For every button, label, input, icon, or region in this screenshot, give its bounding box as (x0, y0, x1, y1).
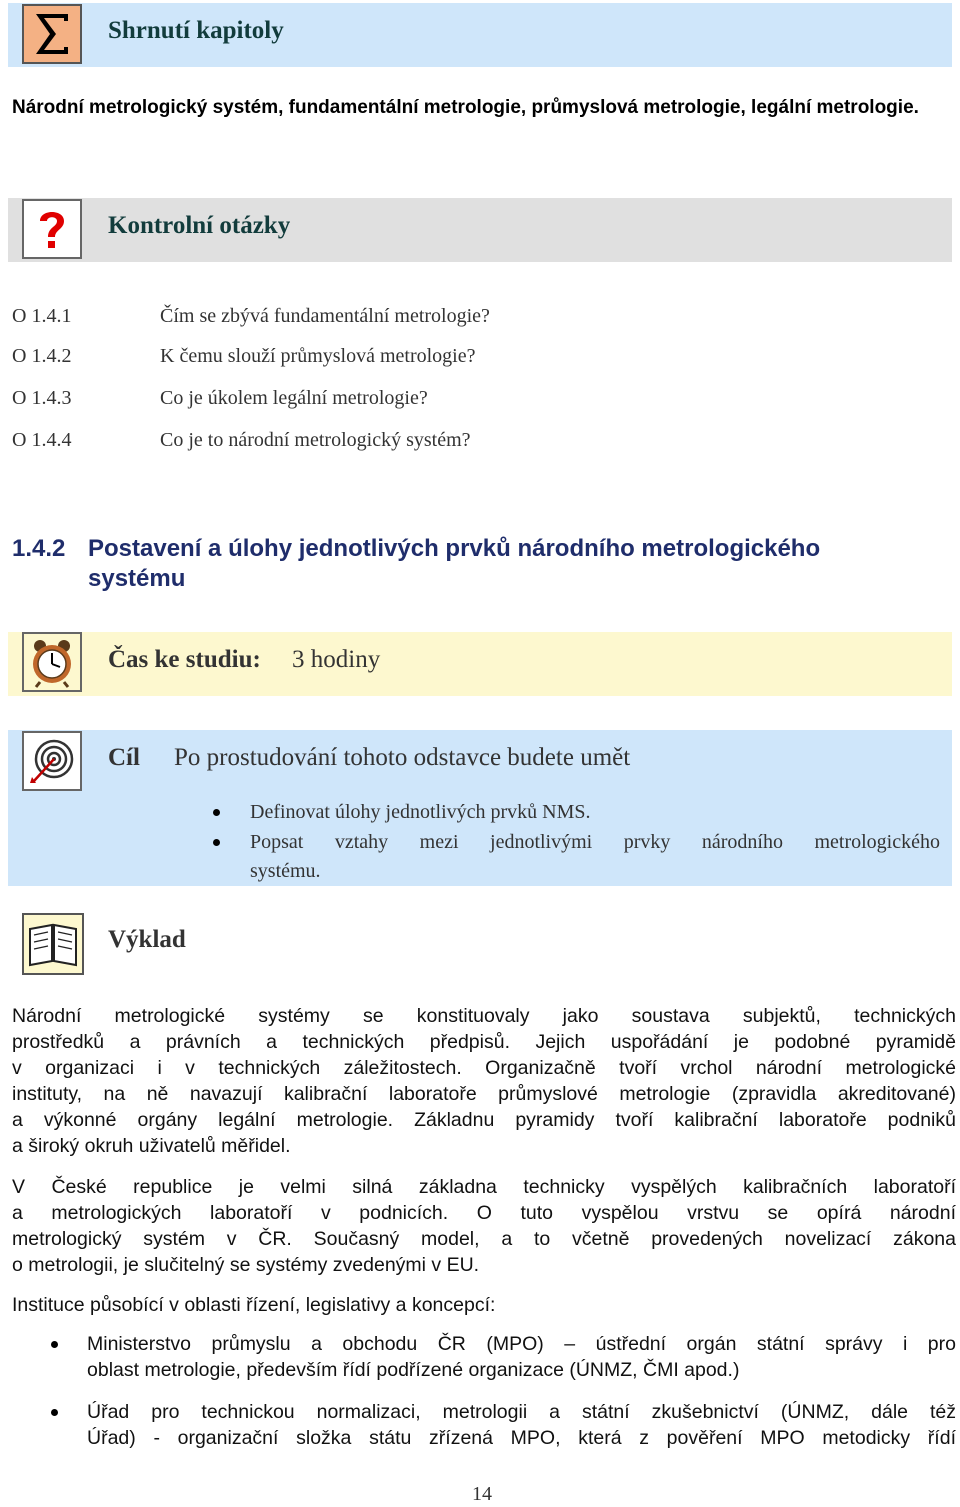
institution-item-line: Úřad) - organizační složka státu zřízená MPO, která z pověření MPO metodicky řídí (87, 1427, 956, 1449)
institution-item-line: oblast metrologie, především řídí podřízené organizace (ÚNMZ, ČMI apod.) (87, 1359, 740, 1381)
institution-item-line: Ministerstvo průmyslu a obchodu ČR (MPO) – ústřední orgán státní správy i pro (87, 1333, 956, 1355)
paragraph-1-line: a široký okruh uživatelů měřidel. (12, 1135, 291, 1157)
paragraph-2 (12, 1174, 956, 1278)
institution-item-line: Úřad pro technickou normalizaci, metrologii a státní zkušebnictví (ÚNMZ, dále též (87, 1401, 956, 1423)
lecture-label: Výklad (108, 926, 186, 953)
goal-bullet-1 (213, 809, 220, 816)
question-id-4: O 1.4.4 (12, 429, 72, 451)
study-time-label: Čas ke studiu: (108, 646, 261, 673)
book-icon (22, 913, 84, 975)
question-id-2: O 1.4.2 (12, 345, 72, 367)
target-icon (22, 731, 82, 791)
question-text-2: K čemu slouží průmyslová metrologie? (160, 345, 476, 367)
paragraph-3: Instituce působící v oblasti řízení, legislativy a koncepcí: (12, 1294, 496, 1316)
paragraph-2-line: o metrologii, je slučitelný se systémy zvedenými v EU. (12, 1254, 480, 1276)
question-id-3: O 1.4.3 (12, 387, 72, 409)
paragraph-1-line: instituty, na ně navazují kalibrační laboratoře průmyslové metrologie (zpravidla akreditované) (12, 1083, 956, 1105)
paragraph-1-line: Národní metrologické systémy se konstituovaly jako soustava subjektů, technických (12, 1005, 956, 1027)
summary-text: Národní metrologický systém, fundamentální metrologie, průmyslová metrologie, legální metrologie. (12, 97, 919, 118)
question-text-4: Co je to národní metrologický systém? (160, 429, 471, 451)
page-number: 14 (472, 1483, 492, 1505)
goal-item-1: Definovat úlohy jednotlivých prvků NMS. (250, 801, 591, 823)
paragraph-1-line: prostředků a právních a technických předpisů. Jejich uspořádání je podobné pyramidě (12, 1031, 956, 1053)
paragraph-1-line: a výkonné orgány legální metrologie. Základnu pyramidy tvoří kalibrační laboratoře podniků (12, 1109, 956, 1131)
goal-item-2-cont: systému. (250, 860, 321, 882)
institution-bullet-2 (51, 1409, 58, 1416)
section-title-line2: systému (88, 565, 186, 592)
alarm-clock-icon (22, 632, 82, 692)
paragraph-2-line: a metrologických laboratoří v podnicích. O tuto vyspělou vrstvu se opírá národní (12, 1202, 956, 1224)
summary-title: Shrnutí kapitoly (108, 17, 284, 44)
sigma-icon (22, 4, 82, 64)
goal-item-2: Popsat vztahy mezi jednotlivými prvky národního metrologického (250, 831, 940, 853)
institution-item-1 (87, 1331, 956, 1383)
question-text-1: Čím se zbývá fundamentální metrologie? (160, 305, 490, 327)
goal-bullet-2 (213, 839, 220, 846)
study-time-value: 3 hodiny (292, 646, 381, 673)
paragraph-1 (12, 1003, 956, 1159)
question-text-3: Co je úkolem legální metrologie? (160, 387, 428, 409)
section-number: 1.4.2 (12, 535, 66, 562)
paragraph-2-line: V České republice je velmi silná základna technicky vyspělých kalibračních laboratoří (12, 1176, 956, 1198)
paragraph-1-line: v organizaci i v technických záležitostech. Organizačně tvoří vrchol národní metrologické (12, 1057, 956, 1079)
institution-bullet-1 (51, 1341, 58, 1348)
goal-intro: Po prostudování tohoto odstavce budete umět (174, 744, 631, 771)
question-mark-icon (22, 199, 82, 259)
questions-title: Kontrolní otázky (108, 212, 291, 239)
goal-label: Cíl (108, 744, 140, 771)
section-title-line1: Postavení a úlohy jednotlivých prvků národního metrologického (88, 535, 821, 562)
institution-item-2 (87, 1399, 956, 1451)
paragraph-2-line: metrologický systém v ČR. Současný model, a to včetně provedených novelizací zákona (12, 1228, 956, 1250)
question-id-1: O 1.4.1 (12, 305, 72, 327)
